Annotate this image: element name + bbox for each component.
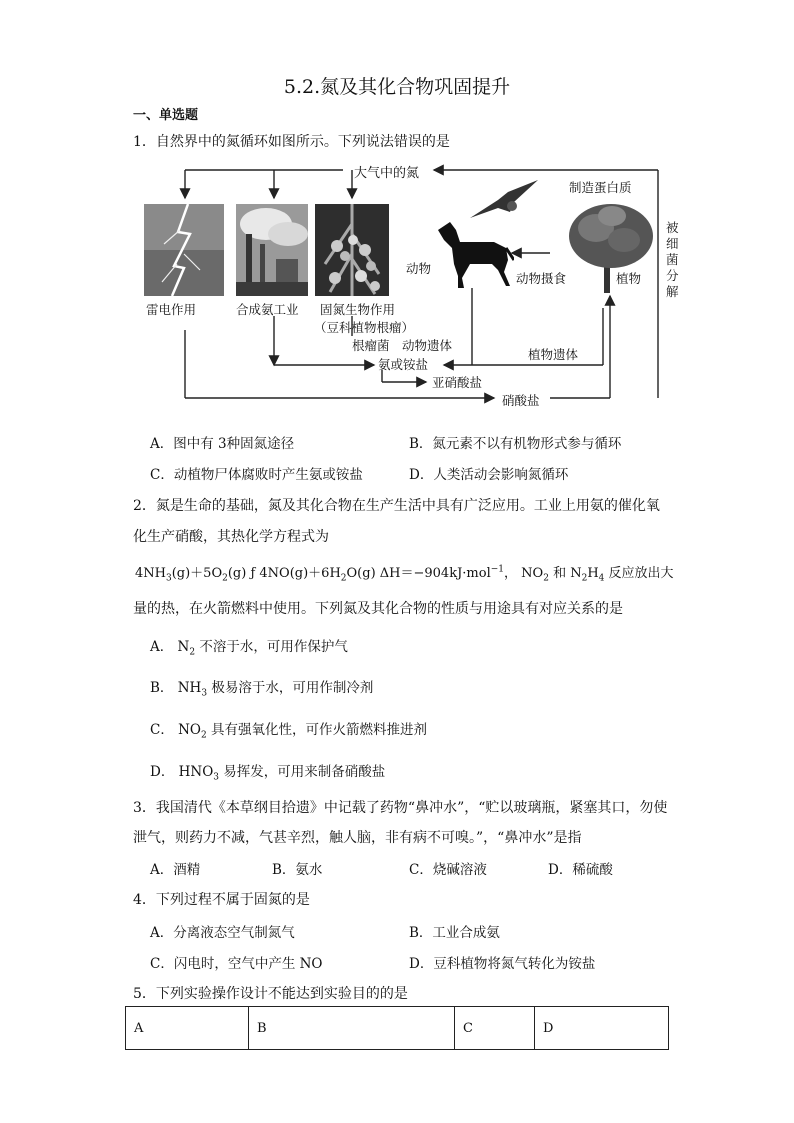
label-rhizobia: 根瘤菌	[352, 338, 390, 353]
experiment-table	[125, 1006, 669, 1050]
question-2-line-4: 量的热，在火箭燃料中使用。下列氮及其化合物的性质与用途具有对应关系的是	[133, 601, 623, 617]
question-1-stem: 1．自然界中的氮循环如图所示。下列说法错误的是	[133, 134, 450, 150]
table-row	[126, 1007, 669, 1050]
label-atmosphere: 大气中的氮	[354, 166, 420, 181]
q4-option-a: A．分离液态空气制氮气	[150, 925, 295, 941]
label-nitrate: 硝酸盐	[502, 393, 540, 408]
label-bacteria-decompose: 被细菌分解	[666, 220, 679, 299]
question-3-line-2: 泄气，则药力不减，气甚辛烈，触人脑，非有病不可嗅。”，“鼻冲水”是指	[133, 830, 582, 846]
q2-option-a: A． $N_2$ 不溶于水，可用作保护气	[150, 639, 348, 658]
horse-picture	[434, 220, 514, 290]
thermochemical-equation: $4NH_3(g)+5O_2(g)$ ƒ $4NO(g)+6H_2O(g)$ ΔH＝−904kJ·mol$^{-1}$， $NO_2$ 和 $N_2H_4$ 反应放出大	[135, 564, 674, 584]
q3-option-b: B．氨水	[272, 862, 323, 878]
label-animal-remains: 动物遗体	[402, 338, 453, 353]
q4-option-d: D．豆科植物将氮气转化为铵盐	[409, 956, 596, 972]
label-animal: 动物	[406, 261, 432, 276]
question-5-stem: 5．下列实验操作设计不能达到实验目的的是	[133, 986, 408, 1002]
label-bio-fixation-note: （豆科植物根瘤）	[314, 320, 415, 335]
q2-option-b: B． $NH_3$ 极易溶于水，可用作制冷剂	[150, 680, 374, 699]
lightning-photo	[144, 204, 224, 296]
label-nitrite: 亚硝酸盐	[432, 375, 483, 390]
label-bio-fixation: 固氮生物作用	[320, 302, 396, 317]
label-make-protein: 制造蛋白质	[569, 180, 632, 195]
table-header-a: A	[126, 1007, 249, 1050]
label-ammonia-industry: 合成氨工业	[236, 302, 299, 317]
q2-option-d: D． $HNO_3$ 易挥发，可用来制备硝酸盐	[150, 764, 386, 783]
q2-option-c: C． $NO_2$ 具有强氧化性，可作火箭燃料推进剂	[150, 722, 428, 741]
question-4-stem: 4．下列过程不属于固氮的是	[133, 892, 310, 908]
q1-option-b: B．氮元素不以有机物形式参与循环	[409, 436, 622, 452]
table-header-c: C	[455, 1007, 535, 1050]
page-title: 5.2.氮及其化合物巩固提升	[283, 76, 511, 98]
q3-option-d: D．稀硫酸	[548, 862, 613, 878]
q1-option-d: D．人类活动会影响氮循环	[409, 467, 569, 483]
table-header-d: D	[535, 1007, 669, 1050]
nitrogen-cycle-diagram	[138, 158, 690, 410]
label-plant: 植物	[616, 271, 642, 286]
q1-option-c: C．动植物尸体腐败时产生氨或铵盐	[150, 467, 363, 483]
section-heading: 一、单选题	[133, 108, 199, 123]
tree-picture	[566, 200, 656, 270]
question-2-line-1: 2．氮是生命的基础，氮及其化合物在生产生活中具有广泛应用。工业上用氨的催化氧	[133, 498, 660, 514]
question-3-line-1: 3．我国清代《本草纲目拾遗》中记载了药物“鼻冲水”，“贮以玻璃瓶，紧塞其口，勿使	[133, 800, 668, 816]
table-header-b: B	[249, 1007, 455, 1050]
root-nodules-photo	[315, 204, 389, 296]
ammonia-factory-photo	[236, 204, 308, 296]
question-2-line-2: 化生产硝酸，其热化学方程式为	[133, 529, 329, 545]
label-animal-eat: 动物摄食	[516, 271, 567, 286]
q4-option-b: B．工业合成氨	[409, 925, 500, 941]
q3-option-c: C．烧碱溶液	[409, 862, 487, 878]
label-plant-remains: 植物遗体	[528, 347, 579, 362]
label-ammonia-salt: 氨或铵盐	[378, 357, 429, 372]
q4-option-c: C．闪电时，空气中产生 NO	[150, 956, 323, 972]
label-lightning: 雷电作用	[146, 302, 197, 317]
q1-option-a: A．图中有 3种固氮途径	[150, 436, 295, 452]
q3-option-a: A．酒精	[150, 862, 201, 878]
